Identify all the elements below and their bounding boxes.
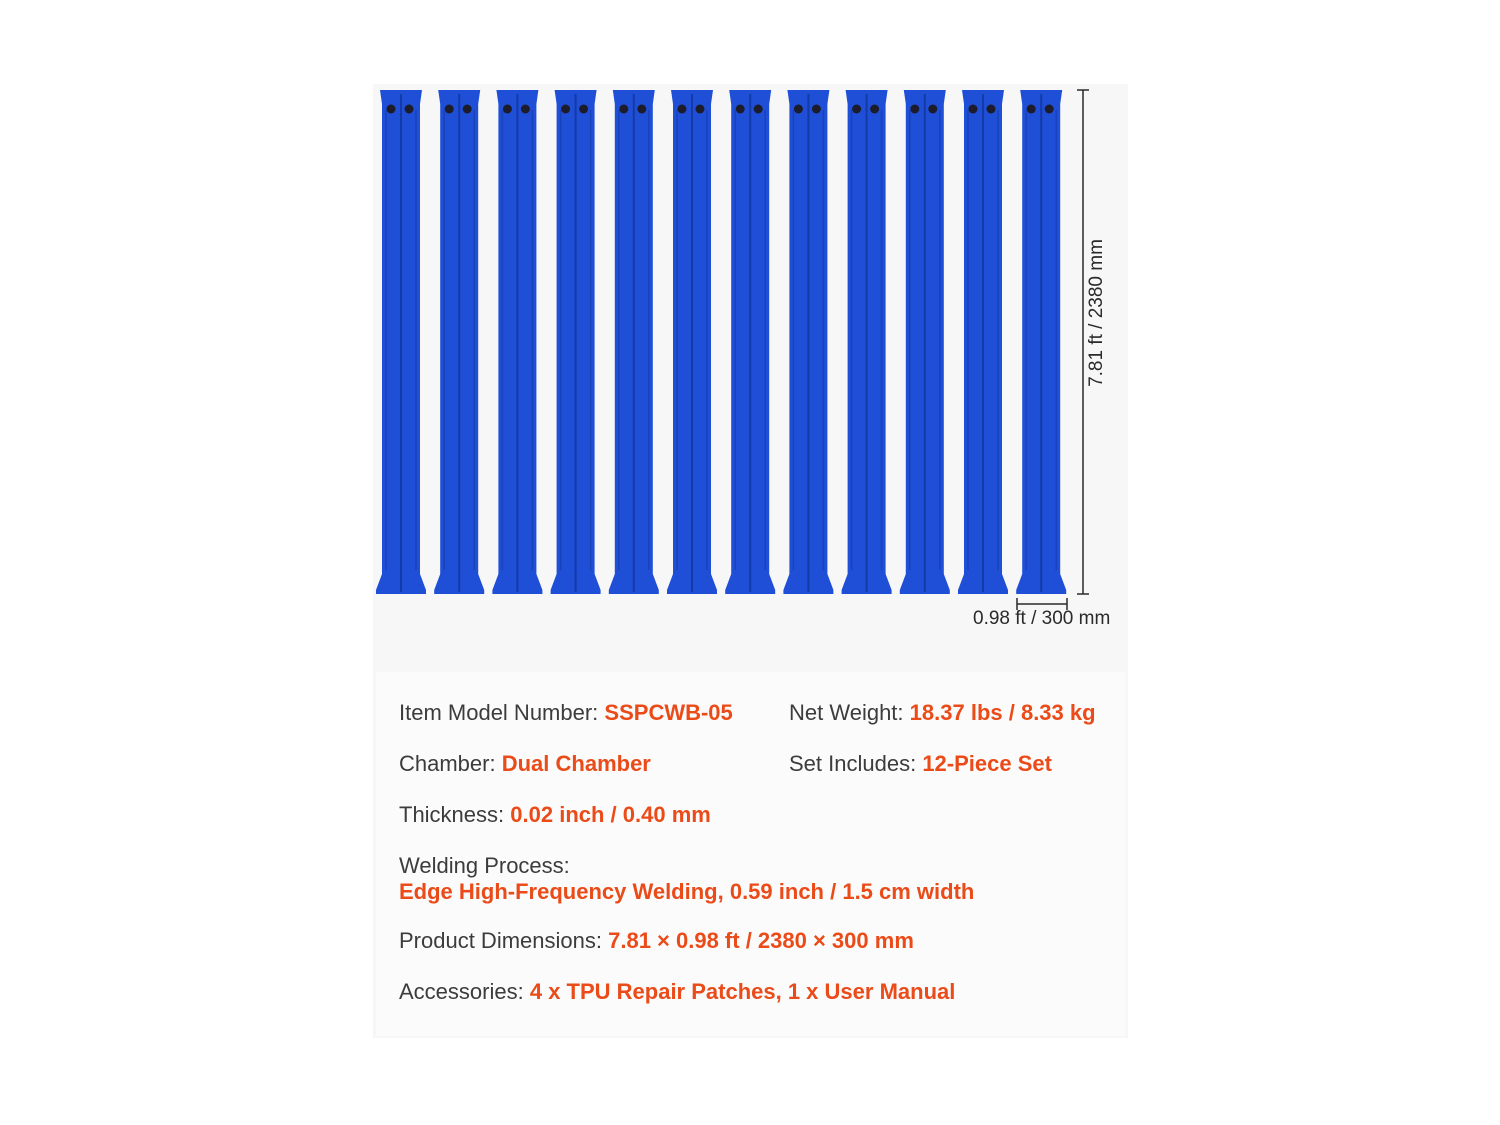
water-tube <box>609 90 659 594</box>
water-tube <box>376 90 426 594</box>
spec-accessories <box>399 979 955 1005</box>
valve-icon <box>794 105 803 114</box>
height-dimension-label: 7.81 ft / 2380 mm <box>1086 239 1107 387</box>
spec-thickness <box>399 802 711 828</box>
valve-icon <box>987 105 996 114</box>
spec-welding-value: Edge High-Frequency Welding, 0.59 inch / 1.5 cm width <box>399 879 975 904</box>
water-tubes-group <box>376 90 1066 594</box>
valve-icon <box>579 105 588 114</box>
valve-icon <box>812 105 821 114</box>
water-tube <box>667 90 717 594</box>
valve-icon <box>852 105 861 114</box>
water-tube <box>783 90 833 594</box>
spec-set-label: Set Includes: <box>789 751 917 776</box>
spec-dimensions-value: 7.81 × 0.98 ft / 2380 × 300 mm <box>608 928 914 953</box>
water-tube <box>842 90 892 594</box>
water-tube <box>492 90 542 594</box>
valve-icon <box>561 105 570 114</box>
water-tube <box>725 90 775 594</box>
valve-icon <box>678 105 687 114</box>
spec-welding-process <box>399 853 974 905</box>
valve-icon <box>405 105 414 114</box>
spec-thickness-label: Thickness: <box>399 802 505 827</box>
spec-model-value: SSPCWB-05 <box>604 700 733 725</box>
spec-thickness-value: 0.02 inch / 0.40 mm <box>510 802 711 827</box>
spec-accessories-value: 4 x TPU Repair Patches, 1 x User Manual <box>529 979 956 1004</box>
water-tubes-illustration <box>373 84 1128 664</box>
spec-product-dimensions <box>399 928 914 954</box>
valve-icon <box>1027 105 1036 114</box>
spec-set-includes <box>789 751 1052 777</box>
valve-icon <box>870 105 879 114</box>
valve-icon <box>1045 105 1054 114</box>
spec-weight-value: 18.37 lbs / 8.33 kg <box>909 700 1096 725</box>
valve-icon <box>969 105 978 114</box>
valve-icon <box>463 105 472 114</box>
valve-icon <box>387 105 396 114</box>
valve-icon <box>910 105 919 114</box>
spec-chamber-value: Dual Chamber <box>501 751 651 776</box>
valve-icon <box>696 105 705 114</box>
width-dimension-label: 0.98 ft / 300 mm <box>973 608 1111 629</box>
spec-weight-label: Net Weight: <box>789 700 904 725</box>
valve-icon <box>445 105 454 114</box>
valve-icon <box>503 105 512 114</box>
spec-set-value: 12-Piece Set <box>922 751 1052 776</box>
valve-icon <box>637 105 646 114</box>
spec-chamber <box>399 751 651 777</box>
valve-icon <box>521 105 530 114</box>
water-tube <box>551 90 601 594</box>
water-tube <box>1016 90 1066 594</box>
valve-icon <box>928 105 937 114</box>
spec-model-label: Item Model Number: <box>399 700 599 725</box>
water-tube <box>900 90 950 594</box>
spec-net-weight <box>789 700 1096 726</box>
water-tube <box>434 90 484 594</box>
water-tube <box>958 90 1008 594</box>
spec-welding-label: Welding Process: <box>399 853 570 878</box>
valve-icon <box>619 105 628 114</box>
spec-model-number <box>399 700 733 726</box>
valve-icon <box>754 105 763 114</box>
spec-chamber-label: Chamber: <box>399 751 496 776</box>
spec-dimensions-label: Product Dimensions: <box>399 928 602 953</box>
spec-accessories-label: Accessories: <box>399 979 524 1004</box>
valve-icon <box>736 105 745 114</box>
product-image <box>373 84 1128 664</box>
